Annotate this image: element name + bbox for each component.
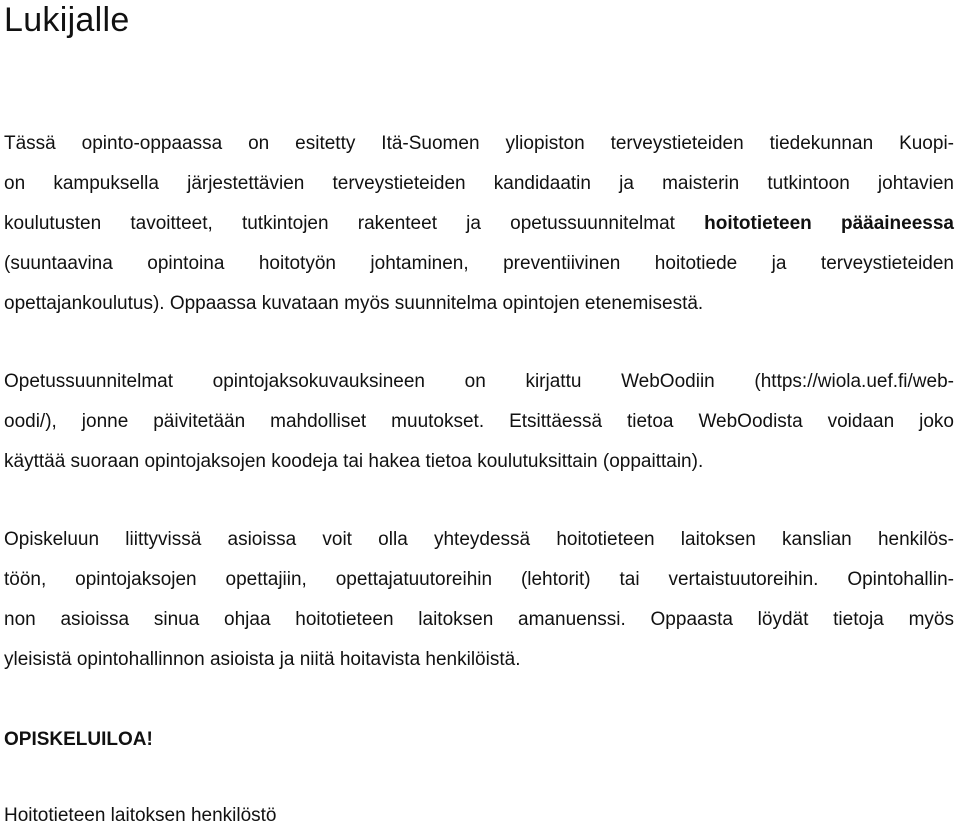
guidance-paragraph [4,520,954,680]
intro-line-2: on kampuksella järjestettävien terveystieteiden kandidaatin ja maisterin tutkintoon johtavien [4,173,954,194]
curriculum-line-1: Opetussuunnitelmat opintojaksokuvauksineen on kirjattu WebOodiin (https://wiola.uef.fi/web- [4,371,954,392]
curriculum-paragraph [4,362,954,482]
curriculum-line-3: käyttää suoraan opintojaksojen koodeja tai hakea tietoa koulutuksittain (oppaittain). [4,451,704,472]
intro-line-5: opettajankoulutus). Oppaassa kuvataan myös suunnitelma opintojen etenemisestä. [4,293,704,314]
page-title: Lukijalle [4,1,130,39]
guidance-line-1: Opiskeluun liittyvissä asioissa voit olla yhteydessä hoitotieteen laitoksen kanslian henkilös- [4,529,954,550]
intro-line-1: Tässä opinto-oppaassa on esitetty Itä-Suomen yliopiston terveystieteiden tiedekunnan Kuopi- [4,133,954,154]
intro-line-4: (suuntaavina opintoina hoitotyön johtaminen, preventiivinen hoitotiede ja terveystieteiden [4,253,954,274]
intro-line-3 [4,204,954,244]
guidance-line-2: töön, opintojaksojen opettajiin, opettajatuutoreihin (lehtorit) tai vertaistuutoreihin. Opintohallin- [4,569,954,590]
intro-paragraph [4,124,954,324]
curriculum-line-2: oodi/), jonne päivitetään mahdolliset muutokset. Etsittäessä tietoa WebOodista voidaan joko [4,411,954,432]
guidance-line-3: non asioissa sinua ohjaa hoitotieteen laitoksen amanuenssi. Oppaasta löydät tietoja myös [4,609,954,630]
major-subject-emphasis: hoitotieteen pääaineessa [704,213,954,234]
section-heading: OPISKELUILOA! [4,729,153,750]
guidance-line-4: yleisistä opintohallinnon asioista ja niitä hoitavista henkilöistä. [4,649,521,670]
staff-section-heading: Hoitotieteen laitoksen henkilöstö [4,805,277,826]
intro-line-3-text: koulutusten tavoitteet, tutkintojen rakenteet ja opetussuunnitelmat [4,213,705,234]
